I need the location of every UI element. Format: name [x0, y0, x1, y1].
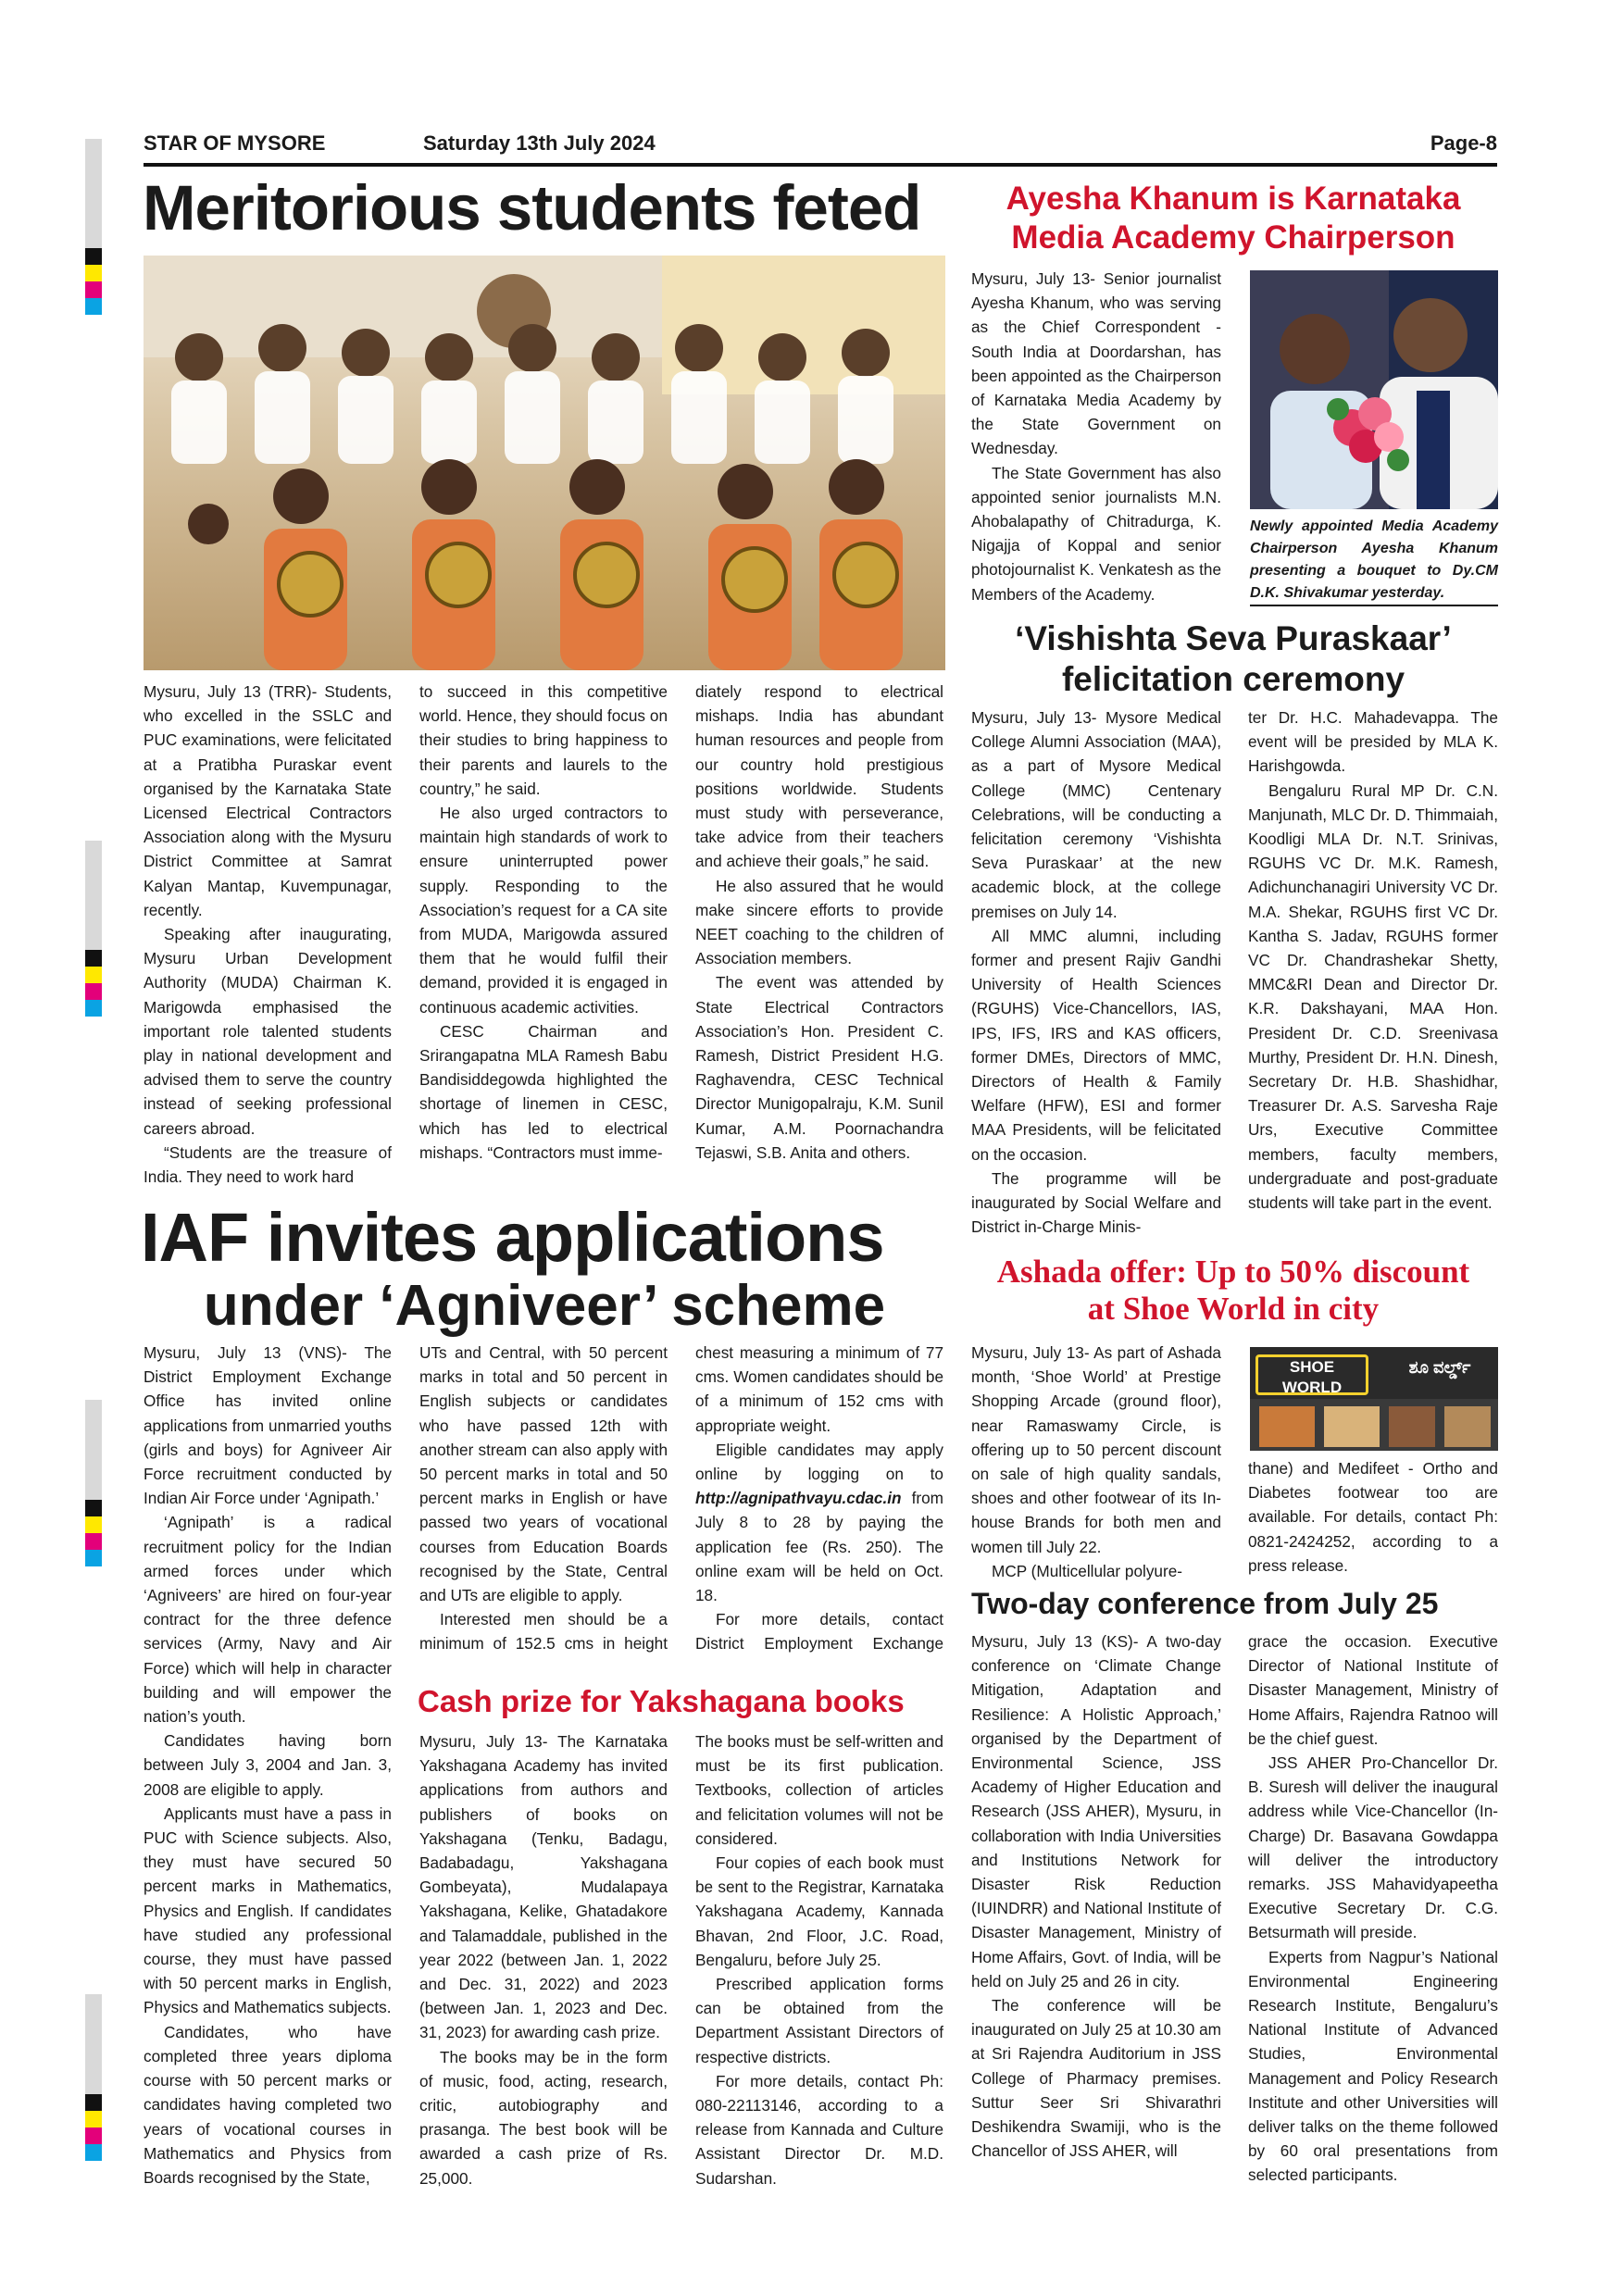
paragraph: The conference will be inaugurated on July 25 at 10.30 am at Sri Rajendra Auditorium in JSS College of Pharmacy premises. Suttur Seer Sri Shivarathri Deshikendra Swamiji, who is the Chancellor of JSS AHER, will [971, 1996, 1221, 2161]
shoe-world-headline [968, 1254, 1498, 1329]
iaf-col-3 [695, 1341, 943, 1655]
paragraph: Experts from Nagpur’s National Environmental Engineering Research Institute, Bengaluru’s National Institute of Advanced Studies, Environmental Management and Policy Research Institute and other Universities will deliver talks on the theme followed by 60 oral presentations from selected participants. [1248, 1947, 1498, 2185]
shop-sign-kannada: ಶೂ ವರ್ಲ್ಡ್ [1408, 1358, 1471, 1377]
paragraph: For more details, contact District Employment Exchange [695, 1610, 943, 1653]
yakshagana-col-1 [419, 1729, 668, 2211]
page-header [144, 130, 1497, 167]
shoe-world-body-left [971, 1341, 1221, 1591]
iaf-col-2 [419, 1341, 668, 1655]
paragraph: to succeed in this competitive world. Hence, they should focus on their studies to bring happiness to their parents and laurels to the country,” he said. [419, 682, 668, 798]
paragraph: Mysuru, July 13 (TRR)- Students, who excelled in the SSLC and PUC examinations, were felicitated at a Pratibha Puraskar event organised by the Karnataka State Licensed Electrical Contractors Association along with the Mysuru District Committee at Samrat Kalyan Mantap, Kuvempunagar, recently. [144, 682, 392, 919]
yakshagana-headline: Cash prize for Yakshagana books [418, 1684, 905, 1718]
paragraph: Mysuru, July 13 (VNS)- The District Employment Exchange Office has invited online applications from unmarried youths (girls and boys) for Agniveer Air Force recruitment conducted by Indian Air Force under ‘Agnipath.’ [144, 1343, 392, 1508]
vishishta-col-1 [971, 705, 1221, 1246]
store-front-icon [1250, 1399, 1498, 1451]
paragraph: Mysuru, July 13- Mysore Medical College Alumni Association (MAA), as a part of Mysore Medical College (MMC) Centenary Celebrations, will be conducting a felicitation ceremony ‘Vishishta Seva Puraskaar’ at the new academic block, at the college premises on July 14. [971, 708, 1221, 921]
yakshagana-col-2 [695, 1729, 943, 2211]
paragraph: ‘Agnipath’ is a radical recruitment policy for the Indian armed forces under which ‘Agniveers’ are hired on four-year contract for the three defence services (Army, Navy and Air Force) which will help in character building and will empower the nation’s youth. [144, 1513, 392, 1727]
headline-line: Ashada offer: Up to 50% discount [996, 1254, 1470, 1290]
ayesha-khanum-headline [968, 180, 1498, 257]
paragraph: chest measuring a minimum of 77 cms. Women candidates should be of a minimum of 152 cms with appropriate weight. [695, 1343, 943, 1435]
paragraph: Candidates having born between July 3, 2004 and Jan. 3, 2008 are eligible to apply. [144, 1731, 392, 1799]
paragraph: “Students are the treasure of India. They need to work hard [144, 1142, 392, 1187]
store-signboard [1250, 1347, 1498, 1399]
meritorious-col-3 [695, 680, 943, 1194]
headline-meritorious-students: Meritorious students feted [143, 172, 921, 243]
headline-line: under ‘Agniveer’ scheme [203, 1274, 886, 1338]
caption-divider [1250, 605, 1498, 606]
paragraph: JSS AHER Pro-Chancellor Dr. B. Suresh will deliver the inaugural address while Vice-Chancellor (In-Charge) Dr. Basavana Gowdappa will deliver the introductory remarks. JSS Mahavidyapeetha Executive Secretary Dr. C.G. Betsurmath will preside. [1248, 1753, 1498, 1942]
shoe-world-body-right [1248, 1456, 1498, 1578]
shoe-world-store-photo [1250, 1347, 1498, 1451]
paragraph: Mysuru, July 13 (KS)- A two-day conference on ‘Climate Change Mitigation, Adaptation and Resilience: A Holistic Approach,’ organised by the Department of Environmental Science, JSS Academy of Higher Education and Research (JSS AHER), Mysuru, in collaboration with India Universities and Institutions Network for Disaster Risk Reduction (IUINDRR) and National Institute of Disaster Management, Ministry of Home Affairs, Govt. of India, will be held on July 25 and 26 in city. [971, 1632, 1221, 1990]
paragraph: Mysuru, July 13- Senior journalist Ayesha Khanum, who was serving as the Chief Correspondent - South India at Doordarshan, has been appointed as the Chairperson of Karnataka Media Academy by the State Government on Wednesday. [971, 269, 1221, 458]
paragraph: Interested men should be a minimum of 152.5 cms in height [419, 1610, 668, 1653]
bouquet-photo-caption: Newly appointed Media Academy Chairperson Ayesha Khanum presenting a bouquet to Dy.CM D.K. Shivakumar yesterday. [1250, 518, 1498, 601]
text: from July 8 to 28 by paying the application fee (Rs. 250). The online exam will be held on Oct. 18. [695, 1489, 943, 1605]
paragraph: thane) and Medifeet - Ortho and Diabetes footwear too are available. For details, contact Ph: 0821-2424252, according to a press release. [1248, 1459, 1498, 1575]
paragraph: Candidates, who have completed three years diploma course with 50 percent marks or candidates having completed two years of vocational courses in Mathematics and Physics from Boards recognised by the State, [144, 2022, 392, 2187]
headline-line: at Shoe World in city [1087, 1291, 1380, 1328]
ayesha-khanum-body [971, 267, 1221, 609]
paragraph: The books must be self-written and must be its first publication. Textbooks, collection of articles and felicitation volumes will not be considered. [695, 1732, 943, 1848]
shoe-world-logo [1255, 1354, 1368, 1395]
agnipath-link[interactable]: http://agnipathvayu.cdac.in [695, 1489, 902, 1508]
bouquet-presentation-icon [1250, 270, 1498, 509]
headline-line: Ayesha Khanum is Karnataka [1006, 181, 1461, 217]
paragraph: The programme will be inaugurated by Social Welfare and District in-Charge Minis- [971, 1168, 1221, 1237]
paragraph: All MMC alumni, including former and present Rajiv Gandhi University of Health Sciences (RGUHS) Vice-Chancellors, IAS, IPS, IFS, IRS and KAS officers, former DMEs, Directors of MMC, Directors of Health & Family Welfare (HFW), ESI and former MAA Presidents, will be felicitated on the occasion. [971, 926, 1221, 1164]
issue-date: Saturday 13th July 2024 [423, 131, 656, 155]
paragraph: The books may be in the form of music, food, acting, research, critic, autobiography and prasanga. The best book will be awarded a cash prize of Rs. 25,000. [419, 2047, 668, 2188]
paragraph: Speaking after inaugurating, Mysuru Urban Development Authority (MUDA) Chairman K. Marigowda emphasised the important role talented students play in national development and advised them to serve the country instead of seeking professional careers abroad. [144, 925, 392, 1138]
registration-marks-bottom [85, 1994, 102, 2161]
paragraph: Mysuru, July 13- As part of Ashada month, ‘Shoe World’ at Prestige Shopping Arcade (ground floor), near Ramaswamy Circle, is offering up to 50 percent discount on sale of high quality sandals, shoes and other footwear of its In-house Brands for both men and women till July 22. [971, 1343, 1221, 1556]
page-number: Page-8 [1430, 131, 1497, 155]
conference-headline: Two-day conference from July 25 [971, 1587, 1439, 1620]
vishishta-seva-headline [968, 618, 1498, 701]
paragraph: Applicants must have a pass in PUC with Science subjects. Also, they must have secured 50 percent marks in Mathematics, Physics and English. If candidates have studied any professional course, they must have passed with 50 percent marks in English, Physics and Mathematics subjects. [144, 1803, 392, 2017]
text: Eligible candidates may apply online by logging on to [695, 1440, 943, 1484]
paragraph: CESC Chairman and Srirangapatna MLA Ramesh Babu Bandisiddegowda highlighted the shortage of linemen in CESC, which has led to electrical mishaps. “Contractors must imme- [419, 1021, 668, 1162]
paragraph: Mysuru, July 13- The Karnataka Yakshagana Academy has invited applications from authors and publishers of books on Yakshagana (Tenku, Badagu, Badabadagu, Yakshagana Gombeyata), Mudalapaya Yakshagana, Kelike, Ghatadakore and Talamaddale, published in the year 2022 (between Jan. 1, 2022 and Dec. 31, 2022) and 2023 (between Jan. 1, 2023 and Dec. 31, 2023) for awarding cash prize. [419, 1732, 668, 2042]
group-photo-students-icon [144, 256, 945, 670]
paragraph: The event was attended by State Electrical Contractors Association’s Hon. President C. Ramesh, District President H.G. Raghavendra, CESC Technical Director Munigopalraju, K.M. Sunil Kumar, A.M. Poornachandra Tejaswi, S.B. Anita and others. [695, 973, 943, 1162]
paragraph: For more details, contact Ph: 080-22113146, according to a release from Kannada and Culture Assistant Director Dr. M.D. Sudarshan. [695, 2071, 943, 2188]
registration-marks-upper-mid [85, 841, 102, 1017]
iaf-col-1 [144, 1341, 392, 2211]
meritorious-col-2 [419, 680, 668, 1194]
headline-line: IAF invites applications [141, 1199, 884, 1276]
meritorious-col-1 [144, 680, 392, 1194]
paragraph-apply [695, 1438, 943, 1607]
headline-line: ‘Vishishta Seva Puraskaar’ [1015, 619, 1452, 657]
registration-marks-lower-mid [85, 1400, 102, 1566]
students-group-photo [144, 256, 945, 670]
paragraph: diately respond to electrical mishaps. India has abundant human resources and people from our country hold prestigious positions worldwide. Students must study with perseverance, take advice from their teachers and achieve their goals,” he said. [695, 682, 943, 871]
iaf-headline [141, 1199, 948, 1341]
paragraph: Four copies of each book must be sent to the Registrar, Karnataka Yakshagana Academy, Kannada Bhavan, 2nd Floor, J.C. Road, Bengaluru, before July 25. [695, 1853, 943, 1969]
vishishta-col-2 [1248, 705, 1498, 1246]
conference-col-2 [1248, 1629, 1498, 2211]
paragraph: MCP (Multicellular polyure- [992, 1561, 1182, 1580]
headline-line: felicitation ceremony [1061, 660, 1405, 699]
conference-col-1 [971, 1629, 1221, 2211]
paragraph: ter Dr. H.C. Mahadevappa. The event will be presided by MLA K. Harishgowda. [1248, 708, 1498, 776]
paragraph: grace the occasion. Executive Director of National Institute of Disaster Management, Ministry of Home Affairs, Rajendra Ratnoo will be the chief guest. [1248, 1632, 1498, 1748]
headline-line: Media Academy Chairperson [1011, 219, 1455, 256]
shop-sign-text: SHOE WORLD [1281, 1358, 1343, 1396]
paragraph: He also urged contractors to maintain high standards of work to ensure uninterrupted power supply. Responding to the Association’s request for a CA site from MUDA, Marigowda assured them that he would fulfil their demand, provided it is engaged in continuous academic activities. [419, 804, 668, 1017]
paragraph: Prescribed application forms can be obtained from the Department Assistant Directors of respective districts. [695, 1975, 943, 2066]
bouquet-photo [1250, 270, 1498, 509]
paragraph: Bengaluru Rural MP Dr. C.N. Manjunath, MLC Dr. D. Thimmaiah, Koodligi MLA Dr. N.T. Srinivas, RGUHS VC Dr. M.K. Ramesh, Adichunchanagiri University VC Dr. M.A. Shekar, RGUHS first VC Dr. Kantha S. Jadav, RGUHS former VC Dr. Chandrashekar Shetty, MMC&RI Dean and Director Dr. K.R. Dakshayani, MAA Hon. President Dr. C.D. Sreenivasa Murthy, President Dr. H.N. Dinesh, Secretary Dr. H.B. Shashidhar, Treasurer Dr. A.S. Sarvesha Raje Urs, Executive Committee members, faculty members, undergraduate and post-graduate students will take part in the event. [1248, 780, 1498, 1213]
paragraph: He also assured that he would make sincere efforts to provide NEET coaching to the children of Association members. [695, 876, 943, 968]
registration-marks-top [85, 139, 102, 315]
paper-name: STAR OF MYSORE [144, 131, 326, 155]
paragraph: UTs and Central, with 50 percent marks in total and 50 percent in English subjects or candidates who have passed 12th with another stream can also apply with 50 percent marks in total and 50 percent marks in English or have passed two years of vocational courses from Education Boards recognised by the State, Central and UTs are eligible to apply. [419, 1343, 668, 1605]
paragraph: The State Government has also appointed senior journalists M.N. Ahobalapathy of Chitradurga, K. Nigajja of Koppal and senior photojournalist K. Venkatesh as the Members of the Academy. [971, 463, 1221, 604]
